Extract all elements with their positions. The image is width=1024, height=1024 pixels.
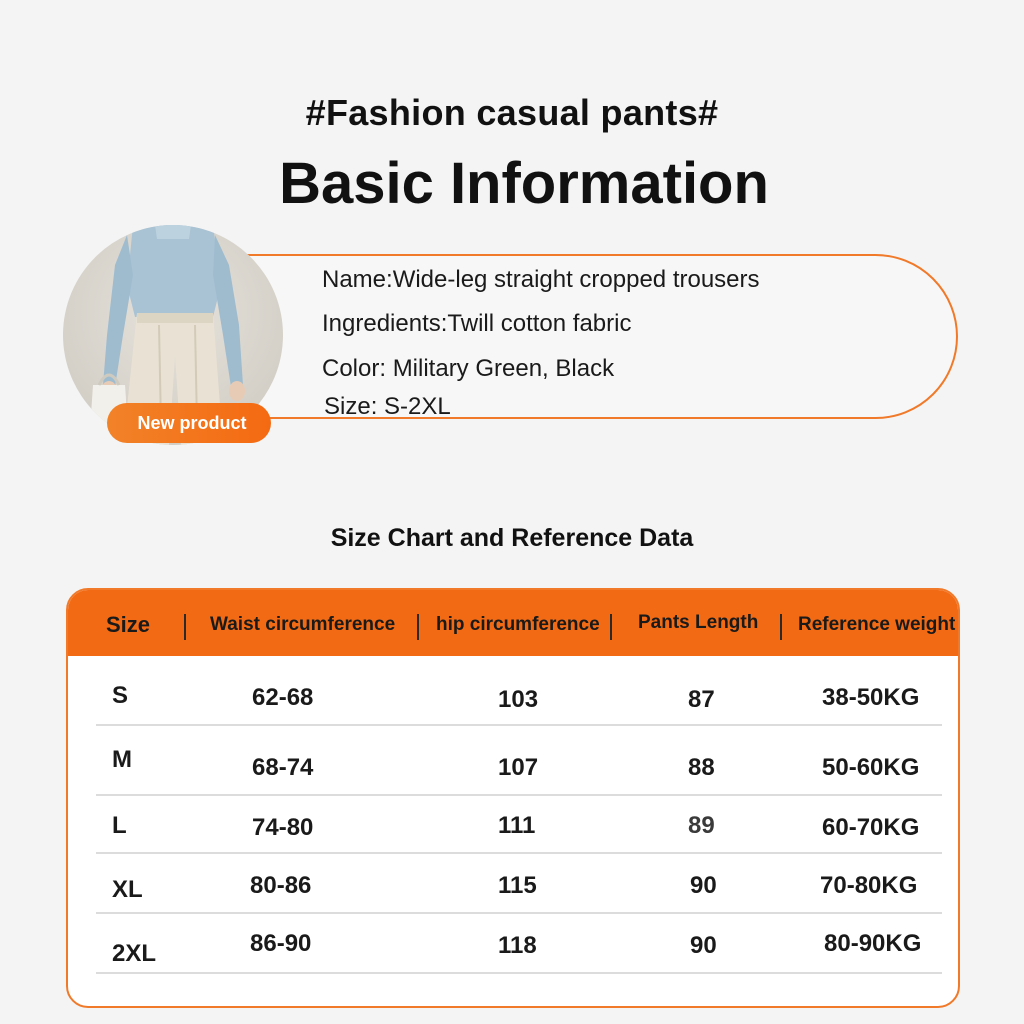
table-cell: 87 bbox=[688, 686, 715, 713]
row-divider bbox=[96, 912, 942, 914]
size-chart-title: Size Chart and Reference Data bbox=[330, 524, 694, 552]
table-cell: XL bbox=[112, 876, 143, 903]
table-cell: 80-90KG bbox=[824, 930, 922, 957]
table-cell: 70-80KG bbox=[820, 872, 918, 899]
product-size: Size: S-2XL bbox=[324, 393, 451, 420]
column-header-waist: Waist circumference bbox=[210, 614, 396, 635]
table-cell: L bbox=[112, 812, 127, 839]
page-title: Basic Information bbox=[279, 151, 769, 216]
product-name: Name:Wide-leg straight cropped trousers bbox=[322, 266, 760, 293]
table-cell: 60-70KG bbox=[822, 814, 920, 841]
table-cell: 2XL bbox=[112, 940, 157, 967]
column-separator bbox=[417, 614, 419, 640]
column-separator bbox=[610, 614, 612, 640]
table-cell: 103 bbox=[498, 686, 539, 713]
table-cell: 62-68 bbox=[252, 684, 314, 711]
row-divider bbox=[96, 972, 942, 974]
column-header-length: Pants Length bbox=[638, 612, 759, 633]
table-cell: 88 bbox=[688, 754, 715, 781]
table-header bbox=[68, 590, 958, 656]
new-product-badge: New product bbox=[107, 403, 271, 443]
column-header-hip: hip circumference bbox=[436, 614, 600, 635]
product-ingredients: Ingredients:Twill cotton fabric bbox=[322, 310, 632, 337]
row-divider bbox=[96, 724, 942, 726]
table-cell: S bbox=[112, 682, 129, 709]
table-cell: 111 bbox=[498, 812, 536, 839]
table-cell: 115 bbox=[498, 872, 537, 899]
column-separator bbox=[184, 614, 186, 640]
size-chart-table bbox=[66, 588, 960, 1008]
table-cell: 38-50KG bbox=[822, 684, 920, 711]
table-cell: 89 bbox=[688, 812, 715, 839]
table-cell: 50-60KG bbox=[822, 754, 920, 781]
table-cell: 107 bbox=[498, 754, 539, 781]
table-cell: 90 bbox=[690, 932, 717, 959]
table-cell: 86-90 bbox=[250, 930, 312, 957]
row-divider bbox=[96, 794, 942, 796]
column-header-size: Size bbox=[106, 612, 151, 637]
table-cell: 80-86 bbox=[250, 872, 312, 899]
table-cell: M bbox=[112, 746, 132, 773]
table-cell: 74-80 bbox=[252, 814, 314, 841]
page-subtitle: #Fashion casual pants# bbox=[305, 92, 719, 133]
table-cell: 68-74 bbox=[252, 754, 314, 781]
product-color: Color: Military Green, Black bbox=[322, 355, 615, 382]
row-divider bbox=[96, 852, 942, 854]
column-separator bbox=[780, 614, 782, 640]
table-cell: 90 bbox=[690, 872, 717, 899]
table-cell: 118 bbox=[498, 932, 537, 959]
column-header-weight: Reference weight bbox=[798, 614, 956, 635]
